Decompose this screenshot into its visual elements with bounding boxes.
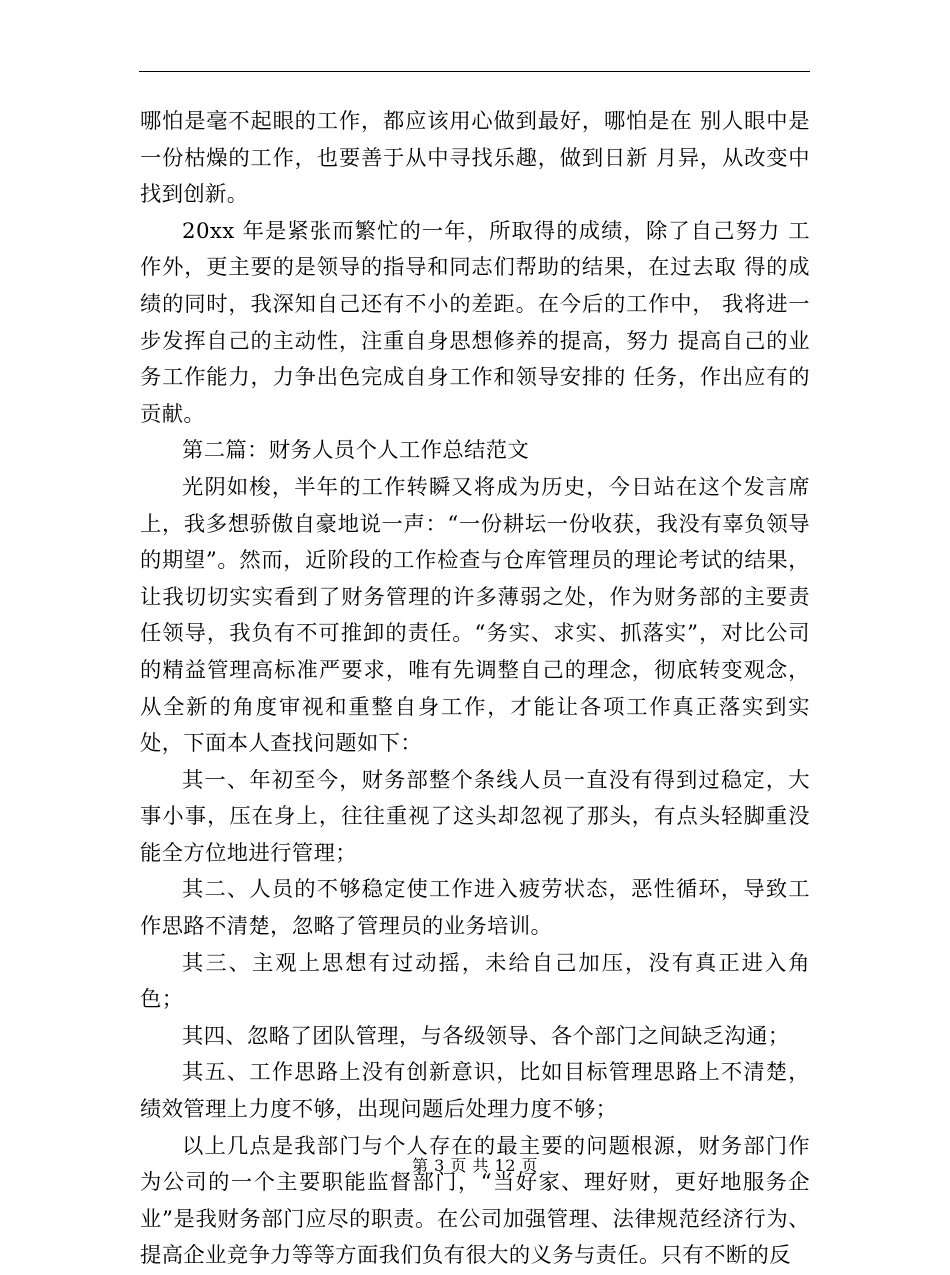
list-item-3: 其三、主观上思想有过动摇，未给自己加压，没有真正进入角色；	[140, 950, 810, 1013]
page-footer: 第 3 页 共 12 页	[412, 1156, 538, 1175]
list-item-5: 其五、工作思路上没有创新意识，比如目标管理思路上不清楚，绩效管理上力度不够，出现问题后处理力度不够；	[140, 1060, 810, 1123]
paragraph-intro: 光阴如梭，半年的工作转瞬又将成为历史，今日站在这个发言席上，我多想骄傲自豪地说一声：“一份耕坛一份收获，我没有辜负领导的期望”。然而，近阶段的工作检查与仓库管理员的理论考试的结果，让我切切实实看到了财务管理的许多薄弱之处，作为财务部的主要责任领导，我负有不可推卸的责任。“务实、求实、抓落实”，对比公司的精益管理高标准严要求，唯有先调整自己的理念，彻底转变观念，从全新的角度审视和重整自身工作，才能让各项工作真正落实到实处，下面本人查找问题如下：	[140, 474, 810, 757]
section-heading: 第二篇：财务人员个人工作总结范文	[182, 438, 530, 464]
list-item-2: 其二、人员的不够稳定使工作进入疲劳状态，恶性循环，导致工作思路不清楚，忽略了管理员的业务培训。	[140, 877, 810, 940]
paragraph-continuation: 哪怕是毫不起眼的工作，都应该用心做到最好，哪怕是在 别人眼中是一份枯燥的工作，也要善于从中寻找乐趣，做到日新 月异，从改变中找到创新。	[140, 109, 810, 208]
list-item-4: 其四、忽略了团队管理，与各级领导、各个部门之间缺乏沟通；	[182, 1023, 790, 1049]
header-rule	[139, 71, 810, 72]
paragraph-summary: 20xx 年是紧张而繁忙的一年，所取得的成绩，除了自己努力 工作外，更主要的是领导的指导和同志们帮助的结果，在过去取 得的成绩的同时，我深知自己还有不小的差距。在今后的工作中， 我将进一步发挥自己的主动性，注重自身思想修养的提高，努力 提高自己的业务工作能力，力争出色完成自身工作和领导安排的 任务，作出应有的贡献。	[140, 218, 810, 427]
paragraph-conclusion: 以上几点是我部门与个人存在的最主要的问题根源，财务部门作为公司的一个主要职能监督部门，“当好家、理好财，更好地服务企业”是我财务部门应尽的职责。在公司加强管理、法律规范经济行为、提高企业竞争力等等方面我们负有很大的义务与责任。只有不断的反	[140, 1133, 810, 1269]
document-body	[140, 104, 810, 1275]
list-item-1: 其一、年初至今，财务部整个条线人员一直没有得到过稳定，大事小事，压在身上，往往重视了这头却忽视了那头，有点头轻脚重没能全方位地进行管理；	[140, 767, 810, 866]
